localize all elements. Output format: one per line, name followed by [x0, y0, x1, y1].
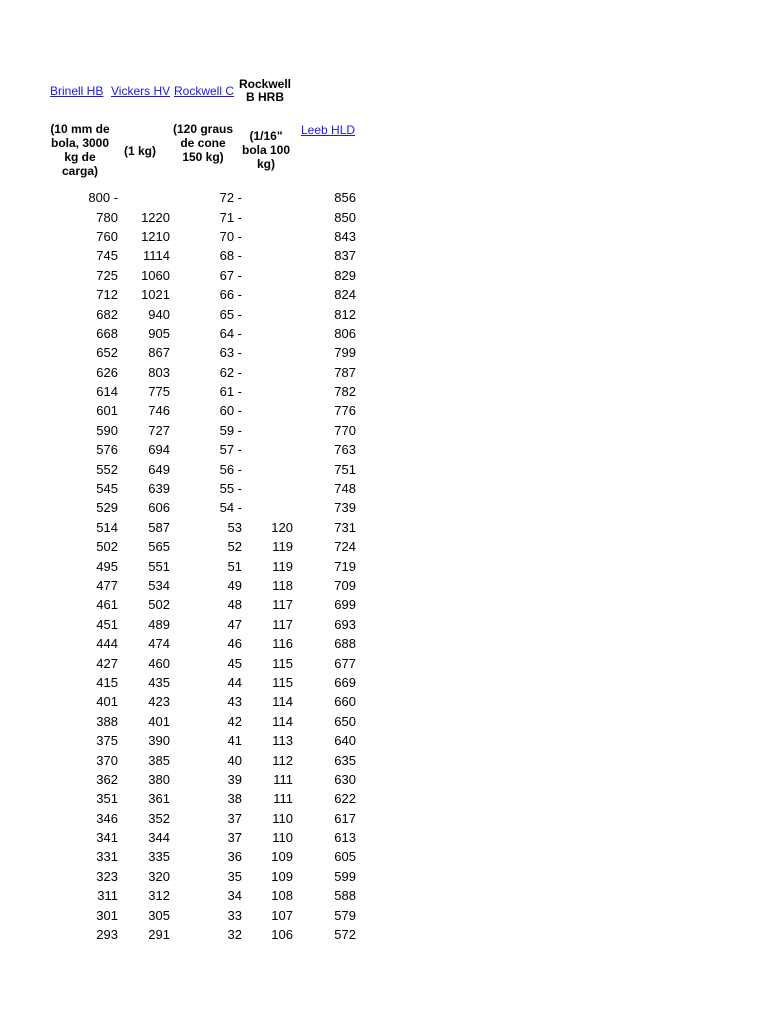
cell-rockwell-c: 34 [227, 888, 242, 904]
cell-brinell: 760 [96, 228, 118, 244]
cell-rockwell-b: 116 [272, 636, 293, 652]
cell-rockwell-b: 117 [272, 616, 293, 632]
cell-vickers: 474 [148, 636, 170, 652]
table-row [46, 750, 356, 769]
cell-vickers: 460 [148, 655, 170, 671]
cell-rockwell-c: 46 [227, 636, 242, 652]
cell-rockwell-b: 110 [272, 830, 293, 846]
table-row [46, 886, 356, 905]
cell-brinell: 725 [96, 267, 118, 283]
cell-rockwell-b [242, 459, 293, 478]
cell-brinell: 682 [96, 306, 118, 322]
cell-rockwell-b: 115 [272, 674, 293, 690]
cell-leeb: 763 [334, 442, 356, 458]
cell-leeb: 829 [334, 267, 356, 283]
subheader-rockwell-b: (1/16" bola 100 kg) [241, 129, 291, 171]
cell-brinell: 341 [96, 830, 118, 846]
cell-brinell: 590 [96, 422, 118, 438]
cell-rockwell-b: 109 [271, 849, 293, 865]
cell-leeb: 776 [334, 403, 356, 419]
cell-vickers: 344 [148, 830, 170, 846]
table-row [46, 207, 356, 226]
cell-rockwell-c: 64 - [219, 325, 242, 341]
cell-rockwell-c: 35 [227, 868, 242, 884]
cell-brinell: 576 [96, 442, 118, 458]
cell-rockwell-c: 48 [227, 597, 242, 613]
header-link-vickers[interactable]: Vickers HV [111, 84, 171, 98]
table-row [46, 343, 356, 362]
cell-vickers: 694 [148, 442, 170, 458]
table-row [46, 382, 356, 401]
cell-rockwell-b: 120 [271, 519, 293, 535]
cell-vickers: 905 [148, 325, 170, 341]
table-row [46, 556, 356, 575]
cell-rockwell-c: 33 [227, 907, 242, 923]
cell-vickers [118, 188, 170, 207]
cell-rockwell-c: 66 - [219, 287, 242, 303]
cell-brinell: 401 [96, 694, 118, 710]
cell-vickers: 803 [148, 364, 170, 380]
table-row [46, 692, 356, 711]
cell-rockwell-b [242, 304, 293, 323]
cell-brinell: 444 [96, 636, 118, 652]
cell-brinell: 780 [96, 209, 118, 225]
cell-rockwell-b [242, 498, 293, 517]
cell-rockwell-c: 54 - [219, 500, 242, 516]
cell-vickers: 312 [148, 888, 170, 904]
cell-leeb: 731 [334, 519, 356, 535]
cell-brinell: 626 [96, 364, 118, 380]
cell-rockwell-b: 107 [271, 907, 293, 923]
table-row [46, 770, 356, 789]
cell-rockwell-b: 115 [272, 655, 293, 671]
cell-brinell: 362 [96, 771, 118, 787]
cell-vickers: 534 [148, 578, 170, 593]
table-row [46, 518, 356, 537]
cell-leeb: 856 [334, 190, 356, 206]
table-row [46, 673, 356, 692]
cell-rockwell-b: 111 [273, 791, 293, 807]
cell-vickers: 390 [148, 733, 170, 749]
cell-brinell: 461 [96, 597, 118, 613]
cell-vickers: 1021 [141, 287, 170, 303]
cell-leeb: 782 [334, 384, 356, 400]
cell-vickers: 291 [148, 927, 170, 943]
cell-vickers: 335 [148, 849, 170, 865]
cell-brinell: 331 [96, 849, 118, 865]
cell-rockwell-c: 36 [227, 849, 242, 865]
cell-leeb: 824 [334, 287, 356, 303]
cell-vickers: 1060 [141, 267, 170, 283]
cell-vickers: 639 [148, 481, 170, 497]
cell-vickers: 423 [148, 694, 170, 710]
cell-vickers: 401 [148, 713, 170, 729]
cell-rockwell-c: 45 [227, 655, 242, 671]
table-row [46, 227, 356, 246]
table-row [46, 595, 356, 614]
cell-vickers: 1210 [141, 228, 170, 244]
cell-rockwell-c: 56 - [219, 461, 242, 477]
cell-vickers: 489 [148, 616, 170, 632]
cell-rockwell-b: 114 [272, 694, 293, 710]
cell-leeb: 850 [334, 209, 356, 225]
cell-vickers: 775 [148, 384, 170, 400]
table-row [46, 653, 356, 672]
cell-rockwell-c: 42 [227, 713, 242, 729]
cell-leeb: 635 [334, 752, 356, 768]
cell-leeb: 617 [334, 810, 356, 826]
cell-leeb: 588 [334, 888, 356, 904]
cell-rockwell-c: 47 [227, 616, 242, 632]
cell-rockwell-b: 119 [272, 539, 293, 555]
table-row [46, 188, 356, 207]
cell-brinell: 529 [96, 500, 118, 516]
cell-brinell: 415 [96, 674, 118, 690]
cell-rockwell-b: 113 [272, 733, 293, 749]
cell-rockwell-c: 68 - [219, 248, 242, 264]
header-link-rockwell-c[interactable]: Rockwell C [174, 84, 235, 98]
cell-vickers: 305 [148, 907, 170, 923]
cell-leeb: 748 [334, 481, 356, 497]
cell-vickers: 1220 [141, 209, 170, 225]
cell-rockwell-b: 109 [271, 868, 293, 884]
table-row [46, 828, 356, 847]
cell-rockwell-b [242, 227, 293, 246]
cell-leeb: 599 [334, 868, 356, 884]
cell-rockwell-c: 52 [227, 539, 242, 555]
cell-rockwell-c: 62 - [219, 364, 242, 380]
cell-leeb: 669 [334, 674, 356, 690]
cell-rockwell-b: 110 [272, 810, 293, 826]
cell-leeb: 660 [334, 694, 356, 710]
table-row [46, 615, 356, 634]
table-row [46, 440, 356, 459]
cell-leeb: 812 [334, 306, 356, 322]
cell-rockwell-c: 72 - [219, 190, 242, 206]
cell-leeb: 693 [334, 616, 356, 632]
cell-vickers: 502 [148, 597, 170, 613]
cell-rockwell-c: 63 - [219, 345, 242, 361]
cell-brinell: 514 [96, 519, 118, 535]
cell-rockwell-b: 112 [272, 752, 293, 768]
cell-vickers: 649 [148, 461, 170, 477]
table-row [46, 809, 356, 828]
cell-rockwell-b: 111 [273, 771, 293, 787]
cell-brinell: 800 - [88, 190, 118, 206]
subheader-brinell: (10 mm de bola, 3000 kg de carga) [50, 122, 110, 178]
table-row [46, 246, 356, 265]
table-row [46, 304, 356, 323]
cell-leeb: 709 [334, 578, 356, 593]
cell-brinell: 451 [96, 616, 118, 632]
cell-vickers: 320 [148, 868, 170, 884]
cell-brinell: 388 [96, 713, 118, 729]
cell-leeb: 622 [334, 791, 356, 807]
cell-brinell: 301 [96, 907, 118, 923]
cell-rockwell-b [242, 285, 293, 304]
cell-rockwell-b [242, 382, 293, 401]
cell-brinell: 652 [96, 345, 118, 361]
cell-brinell: 375 [96, 733, 118, 749]
table-row [46, 867, 356, 886]
cell-leeb: 837 [334, 248, 356, 264]
cell-brinell: 601 [96, 403, 118, 419]
cell-rockwell-c: 60 - [219, 403, 242, 419]
cell-vickers: 565 [148, 539, 170, 555]
cell-leeb: 806 [334, 325, 356, 341]
table-row [46, 537, 356, 556]
cell-rockwell-b [242, 246, 293, 265]
cell-vickers: 380 [148, 771, 170, 787]
cell-rockwell-c: 57 - [219, 442, 242, 458]
cell-leeb: 650 [334, 713, 356, 729]
cell-rockwell-b [242, 363, 293, 382]
cell-rockwell-c: 37 [227, 830, 242, 846]
cell-rockwell-c: 51 [227, 558, 242, 574]
cell-leeb: 770 [334, 422, 356, 438]
cell-rockwell-c: 61 - [219, 384, 242, 400]
cell-brinell: 614 [96, 384, 118, 400]
cell-vickers: 435 [148, 674, 170, 690]
table-row [46, 266, 356, 285]
cell-leeb: 688 [334, 636, 356, 652]
cell-leeb: 677 [334, 655, 356, 671]
table-row [46, 421, 356, 440]
cell-brinell: 311 [97, 888, 118, 904]
cell-rockwell-c: 43 [227, 694, 242, 710]
table-row [46, 459, 356, 478]
cell-brinell: 712 [96, 287, 118, 303]
cell-brinell: 351 [96, 791, 118, 807]
cell-leeb: 579 [334, 907, 356, 923]
table-row [46, 712, 356, 731]
header-link-leeb[interactable]: Leeb HLD [301, 123, 356, 137]
header-rockwell-b: Rockwell B HRB [238, 77, 292, 104]
cell-vickers: 352 [148, 810, 170, 826]
cell-leeb: 787 [334, 364, 356, 380]
table-row [46, 479, 356, 498]
subheader-rockwell-c: (120 graus de cone 150 kg) [172, 122, 234, 164]
cell-vickers: 551 [148, 558, 170, 574]
cell-rockwell-b [242, 207, 293, 226]
table-row [46, 731, 356, 750]
cell-rockwell-c: 44 [227, 674, 242, 690]
cell-brinell: 293 [96, 927, 118, 943]
conversion-table [46, 188, 356, 944]
cell-brinell: 346 [96, 810, 118, 826]
cell-rockwell-c: 67 - [219, 267, 242, 283]
cell-rockwell-b: 118 [272, 578, 293, 593]
cell-rockwell-c: 70 - [219, 228, 242, 244]
cell-brinell: 502 [96, 539, 118, 555]
cell-brinell: 427 [96, 655, 118, 671]
cell-leeb: 843 [334, 228, 356, 244]
cell-brinell: 477 [96, 578, 118, 593]
cell-rockwell-c: 71 - [219, 209, 242, 225]
cell-leeb: 739 [334, 500, 356, 516]
cell-rockwell-b: 106 [271, 927, 293, 943]
cell-brinell: 495 [96, 558, 118, 574]
table-row [46, 576, 356, 595]
table-row [46, 285, 356, 304]
table-row [46, 363, 356, 382]
cell-rockwell-c: 32 [227, 927, 242, 943]
cell-rockwell-c: 39 [227, 771, 242, 787]
cell-rockwell-c: 55 - [219, 481, 242, 497]
cell-vickers: 606 [148, 500, 170, 516]
cell-rockwell-c: 65 - [219, 306, 242, 322]
cell-brinell: 668 [96, 325, 118, 341]
cell-leeb: 640 [334, 733, 356, 749]
table-row [46, 401, 356, 420]
cell-rockwell-c: 37 [227, 810, 242, 826]
cell-leeb: 572 [334, 927, 356, 943]
cell-leeb: 751 [334, 461, 356, 477]
cell-brinell: 323 [96, 868, 118, 884]
cell-rockwell-b [242, 324, 293, 343]
table-row [46, 905, 356, 924]
cell-rockwell-c: 38 [227, 791, 242, 807]
cell-rockwell-b: 117 [272, 597, 293, 613]
cell-leeb: 699 [334, 597, 356, 613]
cell-vickers: 1114 [143, 248, 170, 264]
cell-rockwell-b [242, 266, 293, 285]
cell-rockwell-b: 114 [272, 713, 293, 729]
cell-leeb: 605 [334, 849, 356, 865]
cell-rockwell-c: 49 [227, 578, 242, 593]
cell-rockwell-b [242, 440, 293, 459]
cell-vickers: 361 [148, 791, 170, 807]
cell-brinell: 545 [96, 481, 118, 497]
cell-rockwell-c: 40 [227, 752, 242, 768]
cell-leeb: 719 [334, 558, 356, 574]
table-row [46, 847, 356, 866]
header-link-brinell[interactable]: Brinell HB [50, 84, 104, 98]
table-row [46, 324, 356, 343]
cell-rockwell-b [242, 479, 293, 498]
cell-leeb: 799 [334, 345, 356, 361]
table-row [46, 634, 356, 653]
cell-rockwell-b: 119 [272, 558, 293, 574]
table-row [46, 925, 356, 944]
cell-vickers: 867 [148, 345, 170, 361]
cell-rockwell-b [242, 188, 293, 207]
cell-vickers: 385 [148, 752, 170, 768]
table-row [46, 498, 356, 517]
cell-rockwell-b [242, 421, 293, 440]
cell-rockwell-c: 41 [227, 733, 242, 749]
cell-brinell: 370 [96, 752, 118, 768]
cell-rockwell-b [242, 401, 293, 420]
subheader-vickers: (1 kg) [123, 144, 156, 158]
cell-brinell: 745 [96, 248, 118, 264]
cell-leeb: 613 [334, 830, 356, 846]
cell-vickers: 746 [148, 403, 170, 419]
cell-leeb: 630 [334, 771, 356, 787]
table-row [46, 789, 356, 808]
cell-rockwell-b: 108 [271, 888, 293, 904]
cell-vickers: 940 [148, 306, 170, 322]
cell-brinell: 552 [96, 461, 118, 477]
cell-leeb: 724 [334, 539, 356, 555]
cell-rockwell-c: 53 [227, 519, 242, 535]
cell-rockwell-c: 59 - [219, 422, 242, 438]
cell-vickers: 727 [148, 422, 170, 438]
cell-rockwell-b [242, 343, 293, 362]
cell-vickers: 587 [148, 519, 170, 535]
